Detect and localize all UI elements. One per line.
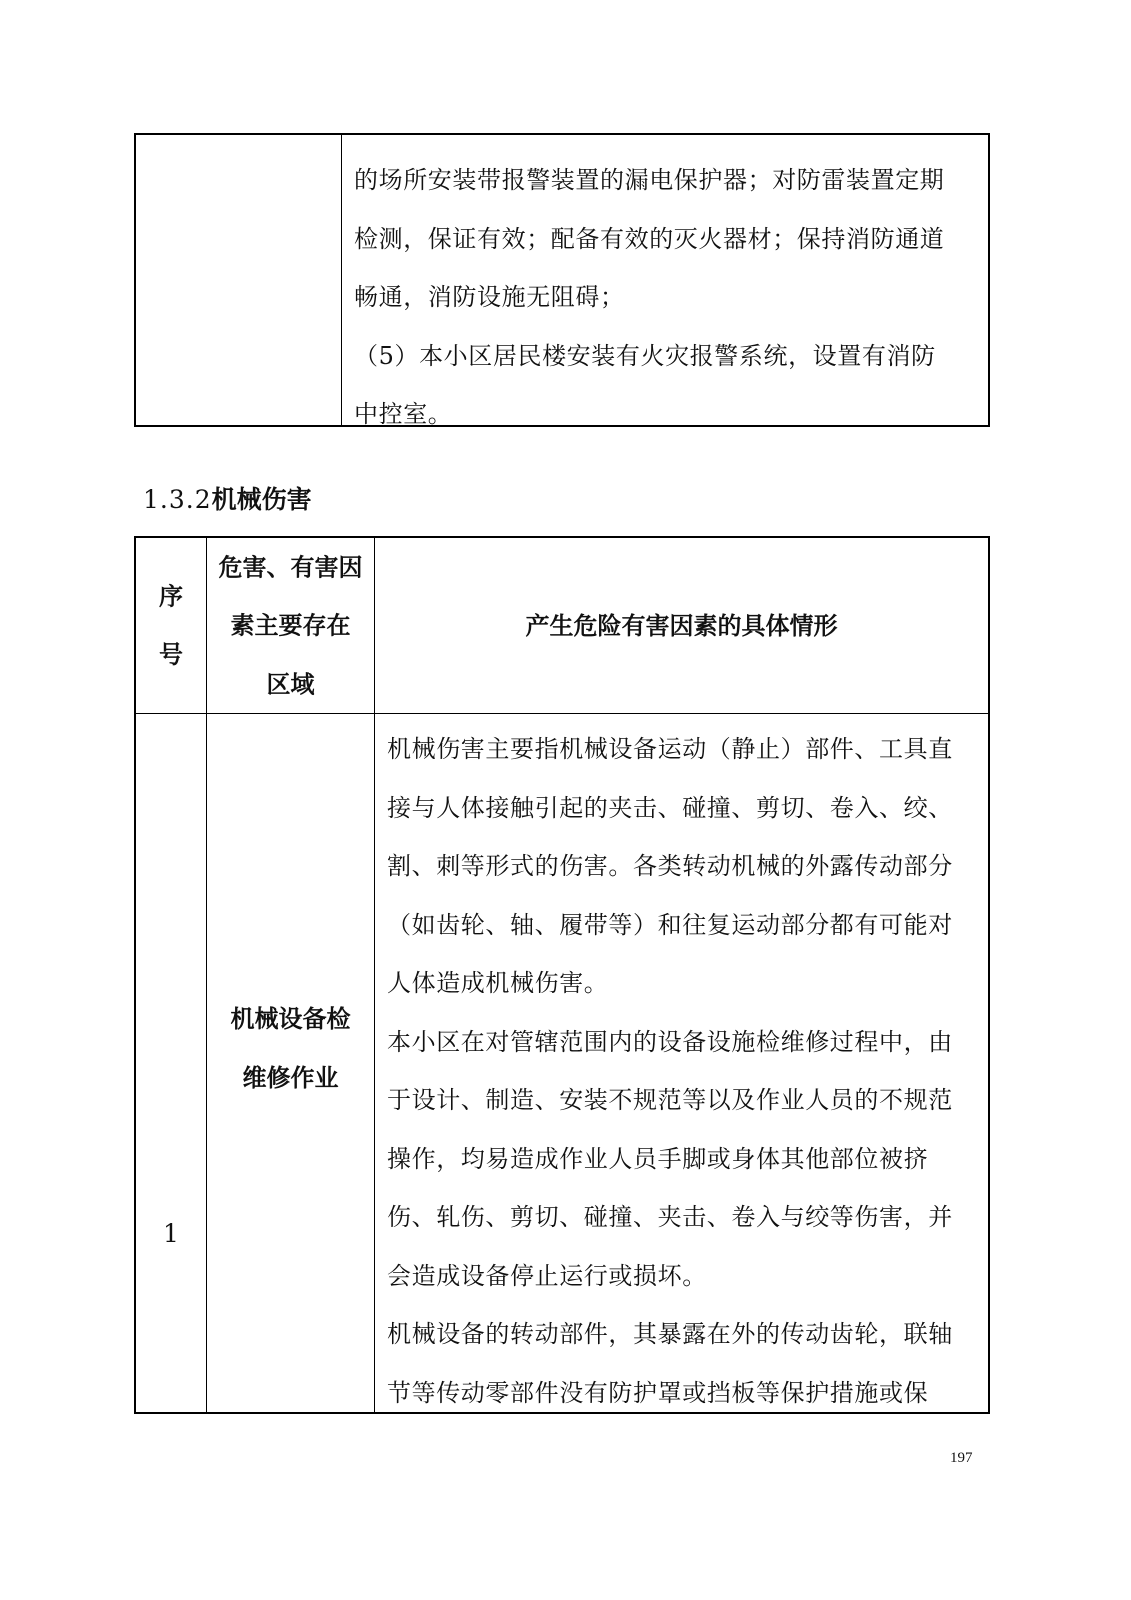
header-cell-area xyxy=(207,538,375,713)
text-line: 畅通，消防设施无阻碍； xyxy=(354,283,625,311)
text-line: 伤、轧伤、剪切、碰撞、夹击、卷入与绞等伤害，并 xyxy=(387,1203,953,1231)
text-line: 割、刺等形式的伤害。各类转动机械的外露传动部分 xyxy=(387,852,953,880)
header-text: 序 xyxy=(159,581,183,610)
header-text: 产生危险有害因素的具体情形 xyxy=(525,610,838,640)
page-number: 197 xyxy=(950,1450,973,1466)
row-description-cell xyxy=(375,714,988,1412)
table-header-row xyxy=(136,538,988,714)
row-index: 1 xyxy=(163,1219,179,1248)
section-number: 1.3.2 xyxy=(143,485,212,514)
header-text: 素主要存在 xyxy=(230,610,351,640)
header-cell-index xyxy=(136,538,207,713)
header-cell-description xyxy=(375,538,988,713)
header-text: 号 xyxy=(159,639,183,669)
continued-table-text-cell xyxy=(342,135,988,428)
header-text: 区域 xyxy=(266,668,315,698)
header-text: 危害、有害因 xyxy=(218,551,363,581)
text-line: 会造成设备停止运行或损坏。 xyxy=(387,1261,707,1290)
hazard-table xyxy=(134,536,990,1414)
text-line: 于设计、制造、安装不规范等以及作业人员的不规范 xyxy=(387,1086,953,1114)
text-line: 节等传动零部件没有防护罩或挡板等保护措施或保 xyxy=(387,1378,929,1407)
text-line: 本小区在对管辖范围内的设备设施检维修过程中，由 xyxy=(387,1027,953,1056)
row-area-cell xyxy=(207,714,375,1412)
continued-table xyxy=(134,133,990,427)
text-line: （5）本小区居民楼安装有火灾报警系统，设置有消防 xyxy=(354,341,936,370)
row-area-text: 机械设备检 xyxy=(230,1004,351,1033)
continued-table-empty-cell xyxy=(136,135,342,425)
text-line: 检测，保证有效；配备有效的灭火器材；保持消防通道 xyxy=(354,224,945,253)
row-index-cell xyxy=(136,714,207,1412)
row-area-text: 维修作业 xyxy=(242,1062,339,1092)
text-line: 机械设备的转动部件，其暴露在外的传动齿轮，联轴 xyxy=(387,1320,953,1348)
table-row xyxy=(136,714,988,1412)
text-line: 的场所安装带报警装置的漏电保护器；对防雷装置定期 xyxy=(354,166,945,194)
text-line: （如齿轮、轴、履带等）和往复运动部分都有可能对 xyxy=(387,910,953,939)
text-line: 中控室。 xyxy=(354,400,453,428)
text-line: 人体造成机械伤害。 xyxy=(387,969,609,997)
section-title: 机械伤害 xyxy=(211,485,312,514)
section-heading xyxy=(143,482,312,518)
text-line: 接与人体接触引起的夹击、碰撞、剪切、卷入、绞、 xyxy=(387,793,953,822)
text-line: 操作，均易造成作业人员手脚或身体其他部位被挤 xyxy=(387,1144,929,1173)
text-line: 机械伤害主要指机械设备运动（静止）部件、工具直 xyxy=(387,735,953,763)
